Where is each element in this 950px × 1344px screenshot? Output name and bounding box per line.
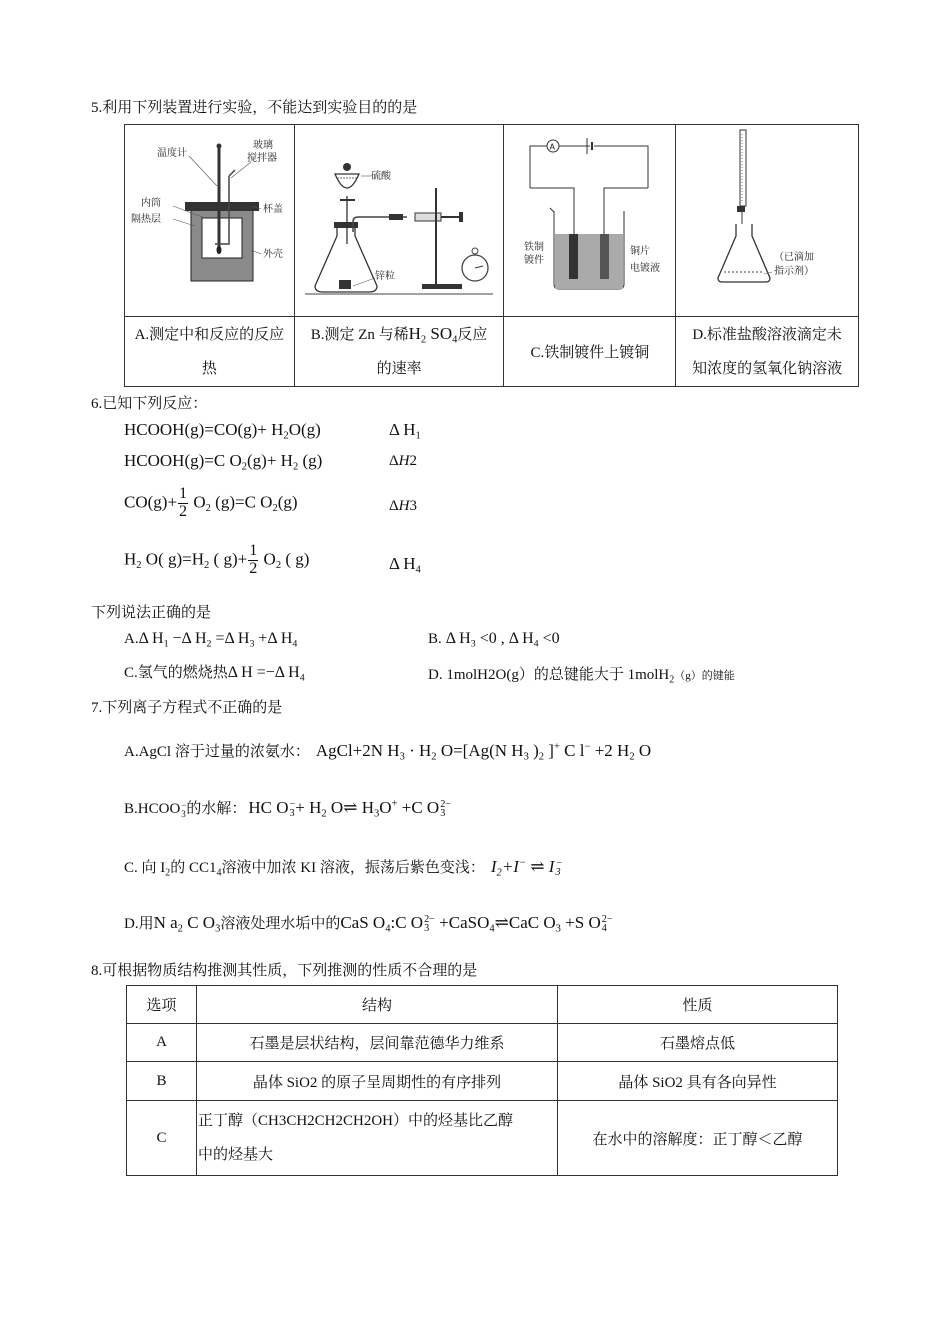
label-glass: 玻璃 (252, 139, 273, 151)
row-a-property: 石墨熔点低 (558, 1024, 838, 1062)
caption-c-cell (504, 317, 676, 387)
caption-d-line1: D.标准盐酸溶液滴定未 (692, 326, 842, 343)
table-row (127, 1101, 838, 1176)
table-row (127, 1024, 838, 1062)
figure-d-cell (676, 125, 859, 317)
question-6-prompt: 下列说法正确的是 (91, 605, 212, 621)
row-b-property: 晶体 SiO2 具有各向异性 (558, 1062, 838, 1101)
reaction-2-equation: HCOOH(g)=C $O_2(g)+ H_2$ (g) (124, 451, 323, 473)
label-thermometer: 温度计 (156, 147, 187, 159)
label-plating-solution: 电镀液 (629, 262, 660, 274)
label-indicator-added: （已滴加 (774, 251, 815, 263)
header-structure: 结构 (197, 986, 558, 1024)
reaction-2-enthalpy: ΔH2 (389, 453, 417, 469)
reaction-1-equation: HCOOH(g)=CO(g)+ $H_2O(g)$ (124, 420, 321, 442)
reaction-4-enthalpy: Δ $H_4$ (389, 554, 421, 576)
caption-d-cell (676, 317, 859, 387)
label-indicator: 指示剂） (774, 265, 815, 277)
row-a-option: A (127, 1024, 197, 1062)
label-copper-sheet: 铜片 (629, 245, 650, 257)
calorimeter-diagram (127, 126, 292, 311)
label-inner-cylinder: 内筒 (140, 197, 161, 209)
option-7d: D.用N $a_2$ C $O_3$溶液处理水垢中的CaS $O_4:C$ O 2− 3 +CaSO$_4$⇌CaC $O_3 +S$ O 2− 4 (124, 913, 613, 935)
option-6d: D. 1molH2O(g）的总键能大于 1molH$_2$（g）的键能 (428, 667, 735, 686)
row-c-property: 在水中的溶解度：正丁醇＜乙醇 (558, 1101, 838, 1176)
caption-b-line2: 的速率 (376, 361, 422, 377)
caption-a-line1: A.测定中和反应的反应 (134, 326, 285, 343)
label-insulation: 隔热层 (130, 213, 161, 225)
figure-a-cell (125, 125, 295, 317)
option-6b: B. Δ $H_3 <0$ , Δ $H_4 <0$ (428, 630, 560, 650)
question-6-title: 6.已知下列反应： (91, 396, 208, 412)
header-option: 选项 (127, 986, 197, 1024)
option-7c: C. 向 $I_2$的 $CC1_4$溶液中加浓 KI 溶液，振荡后紫色变浅： $I_2+I^-$ ⇌ I − 3 (124, 857, 563, 879)
row-b-option: B (127, 1062, 197, 1101)
reaction-3-enthalpy: ΔH3 (389, 498, 417, 514)
caption-c: C.铁制镀件上镀铜 (530, 345, 650, 361)
figure-b-cell (294, 125, 504, 317)
label-iron: 铁制 (523, 241, 544, 253)
question-8-title: 8.可根据物质结构推测其性质，下列推测的性质不合理的是 (91, 963, 478, 979)
table-row (127, 1062, 838, 1101)
row-a-structure: 石墨是层状结构，层间靠范德华力维系 (197, 1024, 558, 1062)
row-b-structure: 晶体 SiO2 的原子呈周期性的有序排列 (197, 1062, 558, 1101)
figure-c-cell (504, 125, 676, 317)
label-stirrer: 搅拌器 (246, 152, 277, 164)
question-5-title: 5.利用下列装置进行实验，不能达到实验目的的是 (91, 100, 418, 116)
ammeter-symbol: A (549, 142, 555, 151)
question-7-title: 7.下列离子方程式不正确的是 (91, 700, 283, 716)
question-5-apparatus-table (124, 124, 859, 387)
header-property: 性质 (558, 986, 838, 1024)
row-c-option: C (127, 1101, 197, 1176)
reaction-rate-apparatus-diagram (297, 126, 502, 311)
option-6c: C.氢气的燃烧热Δ H =−Δ $H_4$ (124, 664, 305, 684)
question-8-table (126, 985, 838, 1176)
option-7a: A.AgCl 溶于过量的浓氨水： AgCl+2N $H_3 \cdot H_2$ O=[Ag(N $H_3$ )$_2$ ]+ C l− +2 $H_2$ O (124, 741, 652, 763)
caption-a-cell (125, 317, 295, 387)
row-c-structure: 正丁醇（CH3CH2CH2CH2OH）中的烃基比乙醇 中的烃基大 (197, 1101, 558, 1176)
caption-b-cell (294, 317, 504, 387)
table-header-row (127, 986, 838, 1024)
reaction-3-equation: CO(g)+ $\frac{1}{2}$ $O_2$ (g)=C $O_2(g)$ (124, 485, 298, 520)
caption-d-line2: 知浓度的氢氧化钠溶液 (692, 360, 843, 377)
reaction-4-equation: $H_2$ O( $g)=H_2$ ( g)+ $\frac{1}{2}$ $O_2$ ( g) (124, 542, 310, 577)
reaction-1-enthalpy: Δ $H_1$ (389, 420, 421, 442)
option-6a: A.Δ $H_1 -\Delta$ $H_2 =\Delta$ $H_3 +\Delta$ $H_4$ (124, 630, 298, 650)
label-zinc-granules: 锌粒 (374, 270, 395, 282)
caption-b-line1: B.测定 Zn 与稀$H_2$ $SO_4$反应 (310, 324, 488, 346)
caption-a-line2: 热 (201, 360, 217, 377)
label-plated-piece: 镀件 (523, 254, 544, 266)
titration-diagram (678, 126, 856, 311)
label-outer-shell: 外壳 (262, 248, 283, 260)
electroplating-diagram (506, 126, 674, 311)
label-sulfuric-acid: 硫酸 (370, 170, 391, 182)
label-lid: 杯盖 (262, 203, 283, 215)
option-7b: B.HCOO − 3 的水解： HC O − 3 + $H_2$ O⇌ $H_3O^+ +C$ O 2− 3 (124, 798, 452, 820)
